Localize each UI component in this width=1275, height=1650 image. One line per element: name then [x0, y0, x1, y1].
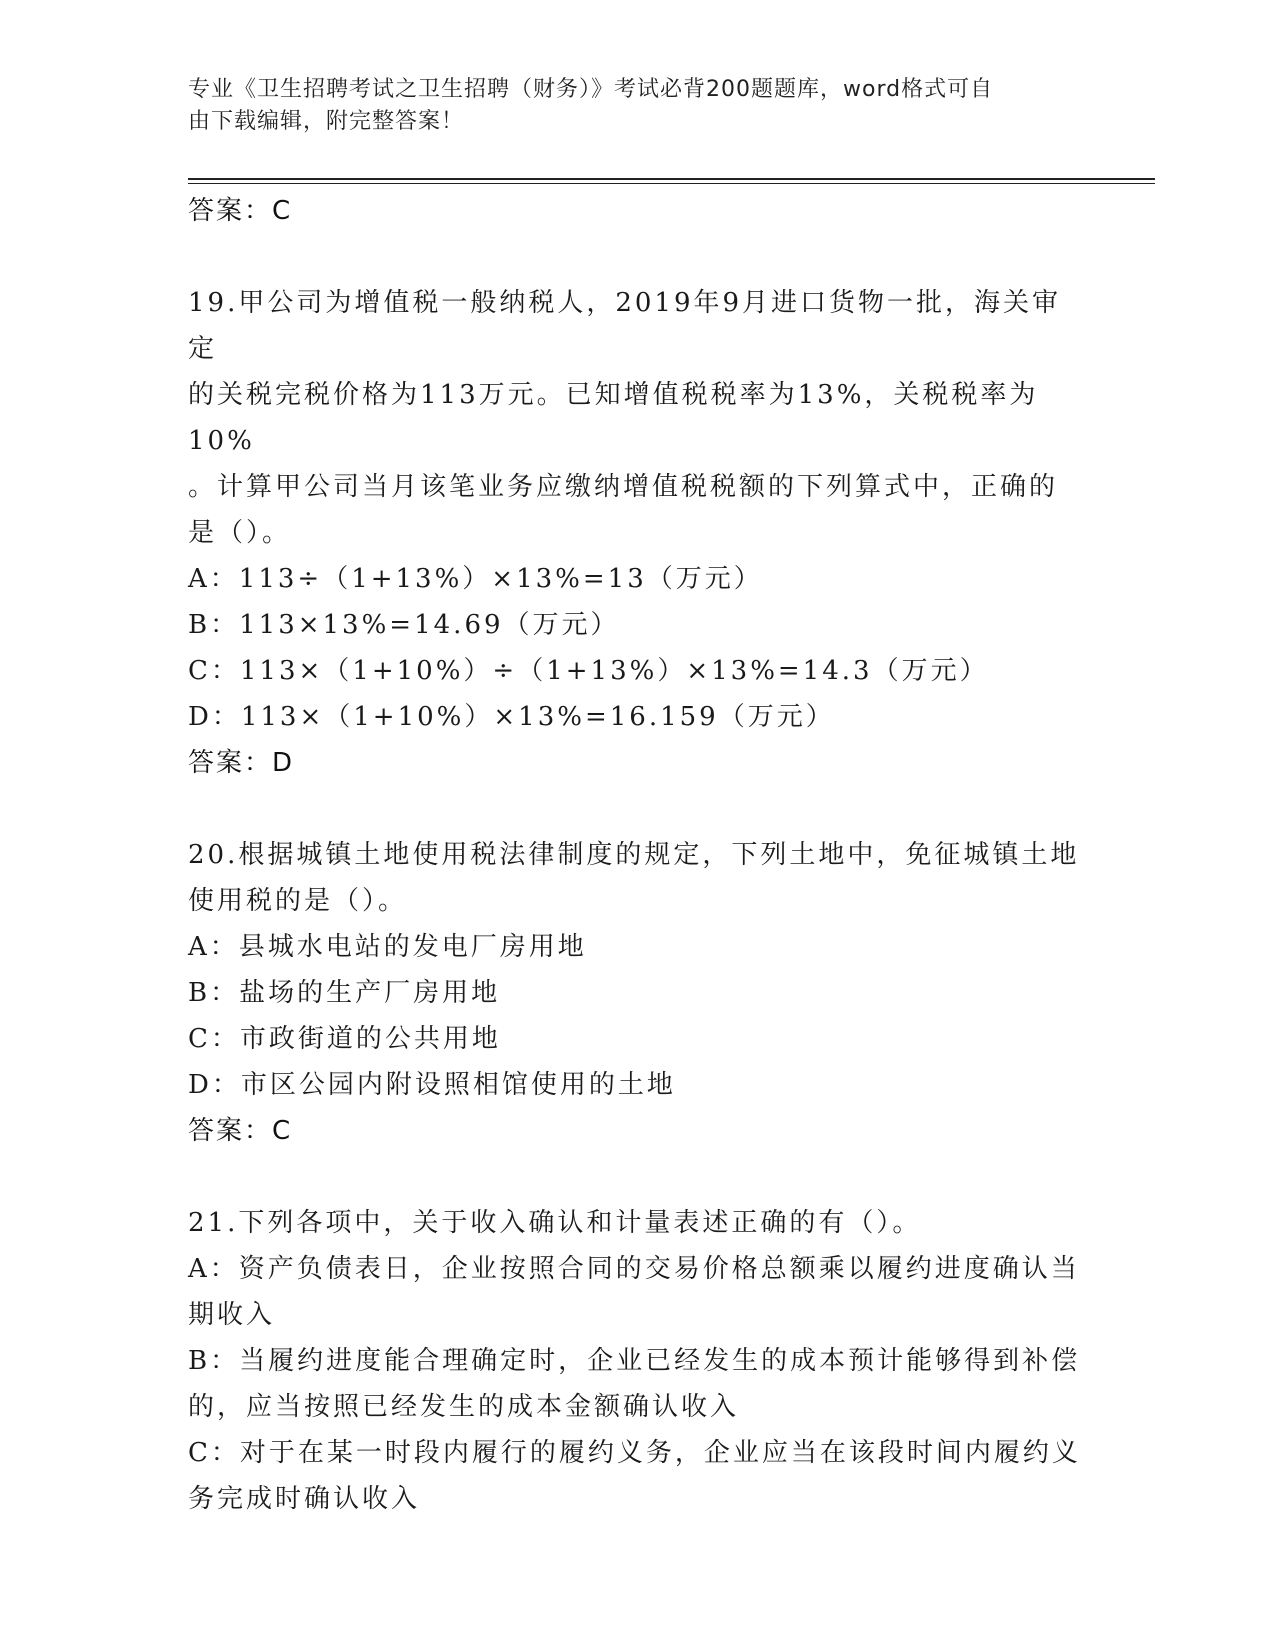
answer-line: 答案：C — [188, 1116, 293, 1146]
header-divider-thick — [188, 178, 1155, 180]
option-c: C：113×（1+10%）÷（1+13%）×13%=14.3（万元） — [188, 656, 989, 686]
question-stem-line: 的关税完税价格为113万元。已知增值税税率为13%，关税税率为10% — [188, 380, 1039, 456]
answer-line: 答案：D — [188, 748, 295, 778]
question-stem-line: 。计算甲公司当月该笔业务应缴纳增值税税额的下列算式中，正确的 — [188, 472, 1059, 502]
question-20 — [188, 832, 1088, 1154]
option-c-continued: 务完成时确认收入 — [188, 1484, 421, 1514]
option-a-continued: 期收入 — [188, 1300, 276, 1330]
option-c: C：对于在某一时段内履行的履约义务，企业应当在该段时间内履约义 — [188, 1438, 1081, 1468]
question-19 — [188, 280, 1088, 786]
previous-answer: 答案：C — [188, 196, 293, 226]
page-header-note — [188, 74, 1088, 138]
option-c: C：市政街道的公共用地 — [188, 1024, 501, 1054]
option-a: A：113÷（1+13%）×13%=13（万元） — [188, 564, 763, 594]
option-b: B：当履约进度能合理确定时，企业已经发生的成本预计能够得到补偿 — [188, 1346, 1081, 1376]
question-stem-line: 19.甲公司为增值税一般纳税人，2019年9月进口货物一批，海关审定 — [188, 288, 1062, 364]
header-line-1: 专业《卫生招聘考试之卫生招聘（财务）》考试必背200题题库，word格式可自 — [188, 77, 994, 102]
question-stem-line: 21.下列各项中，关于收入确认和计量表述正确的有（）。 — [188, 1208, 922, 1238]
option-d: D：113×（1+10%）×13%=16.159（万元） — [188, 702, 835, 732]
option-b-continued: 的，应当按照已经发生的成本金额确认收入 — [188, 1392, 740, 1422]
option-b: B：盐场的生产厂房用地 — [188, 978, 501, 1008]
question-stem-line: 20.根据城镇土地使用税法律制度的规定，下列土地中，免征城镇土地 — [188, 840, 1080, 870]
option-b: B：113×13%=14.69（万元） — [188, 610, 620, 640]
option-a: A：资产负债表日，企业按照合同的交易价格总额乘以履约进度确认当 — [188, 1254, 1080, 1284]
option-a: A：县城水电站的发电厂房用地 — [188, 932, 587, 962]
header-divider-thin — [188, 183, 1155, 184]
option-d: D：市区公园内附设照相馆使用的土地 — [188, 1070, 676, 1100]
question-stem-line: 使用税的是（）。 — [188, 886, 408, 916]
header-line-2: 由下载编辑，附完整答案！ — [188, 109, 465, 134]
question-content — [188, 188, 1088, 1522]
question-21 — [188, 1200, 1088, 1522]
question-stem-line: 是（）。 — [188, 518, 292, 548]
